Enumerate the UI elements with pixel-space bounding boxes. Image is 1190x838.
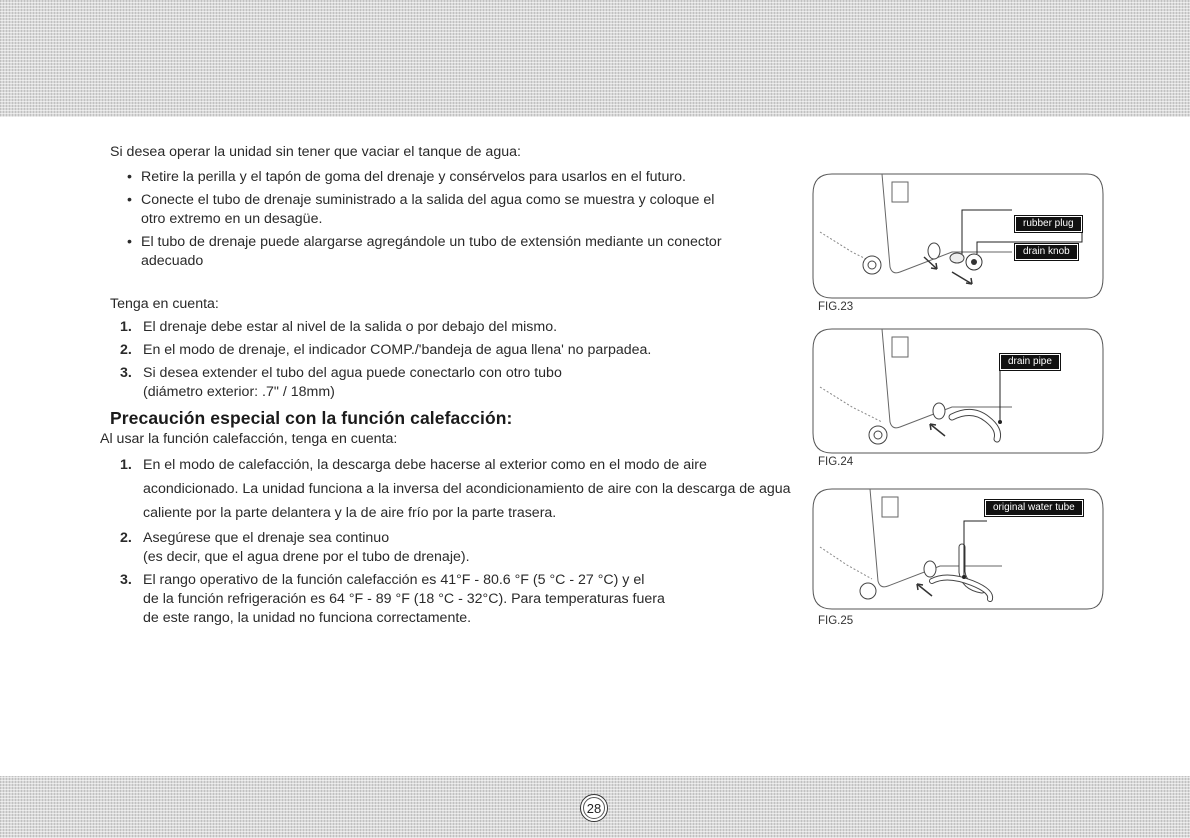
figure-23-illustration <box>812 172 1104 300</box>
figure-23 <box>812 172 1104 313</box>
heating-list <box>110 453 790 628</box>
list-item: 1. En el modo de calefacción, la descarga debe hacerse al exterior como en el modo de aire acondicionado. La unidad funciona a la inversa del acondicionamiento de aire con la descarga de agua caliente por la parte delantera y la de aire frío por la parte trasera. <box>120 457 791 521</box>
list-item: • Conecte el tubo de drenaje suministrado a la salida del agua como se muestra y coloque el otro extremo en un desagüe. <box>127 191 741 229</box>
list-item: • El tubo de drenaje puede alargarse agregándole un tubo de extensión mediante un conector adecuado <box>127 233 761 271</box>
figure-23-caption: FIG.23 <box>818 301 854 313</box>
heating-heading: Precaución especial con la función calefacción: <box>110 408 513 428</box>
drain-pipe-label: drain pipe <box>1000 354 1060 370</box>
intro-paragraph: Si desea operar la unidad sin tener que vaciar el tanque de agua: <box>110 144 521 160</box>
list-item: 2. Asegúrese que el drenaje sea continuo (es decir, que el agua drene por el tubo de drenaje). <box>120 530 470 565</box>
main-text-column <box>100 143 791 632</box>
drain-bullet-list <box>110 168 790 271</box>
figure-25-caption: FIG.25 <box>818 615 854 627</box>
note-list <box>110 318 790 402</box>
heating-intro: Al usar la función calefacción, tenga en cuenta: <box>100 431 398 447</box>
figure-24-illustration <box>812 327 1104 455</box>
list-item: 3. El rango operativo de la función calefacción es 41°F - 80.6 °F (5 °C - 27 °C) y el de la función refrigeración es 64 °F - 89 °F (18 °C - 32°C). Para temperaturas fuera de este rango, la unidad no funciona correctamente. <box>120 572 665 626</box>
list-item: 3. Si desea extender el tubo del agua puede conectarlo con otro tubo (diámetro exterior: .7" / 18mm) <box>120 365 562 400</box>
rubber-plug-label: rubber plug <box>1015 216 1082 232</box>
page-number: 28 <box>580 794 608 822</box>
figure-24 <box>812 327 1104 468</box>
figure-24-caption: FIG.24 <box>818 456 854 468</box>
list-item: 2. En el modo de drenaje, el indicador COMP./'bandeja de agua llena' no parpadea. <box>120 342 652 358</box>
list-item: 1. El drenaje debe estar al nivel de la salida o por debajo del mismo. <box>120 319 558 335</box>
list-item: • Retire la perilla y el tapón de goma del drenaje y consérvelos para usarlos en el futuro. <box>127 168 790 187</box>
drain-knob-label: drain knob <box>1015 244 1078 260</box>
original-water-tube-label: original water tube <box>985 500 1083 516</box>
note-title: Tenga en cuenta: <box>110 296 219 312</box>
figure-25 <box>812 487 1104 627</box>
top-decorative-band <box>0 0 1190 117</box>
